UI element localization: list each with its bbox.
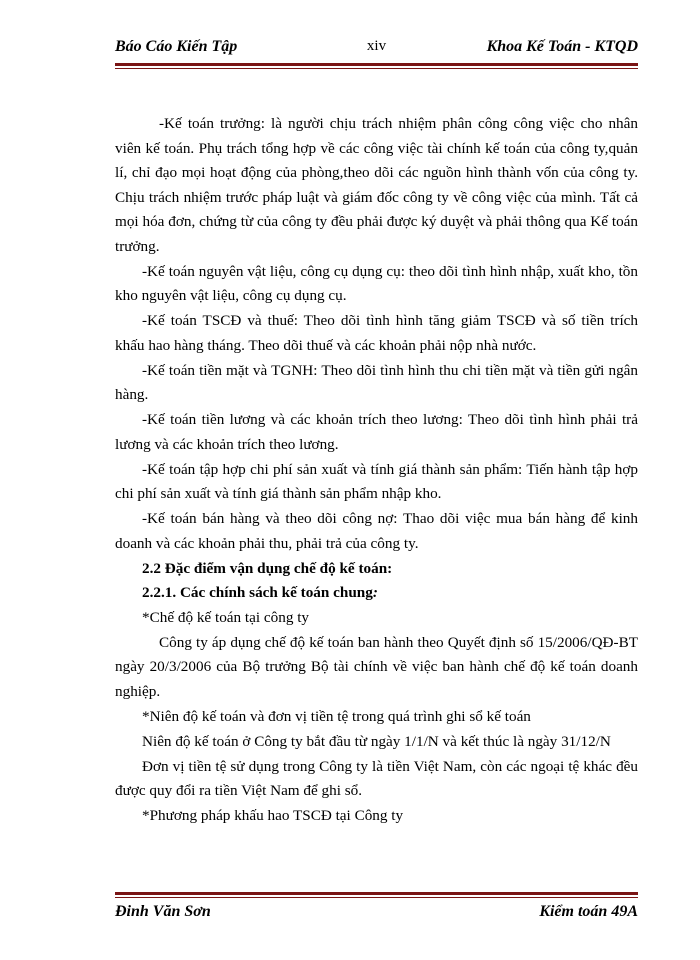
paragraph-cost-accountant: -Kế toán tập hợp chi phí sản xuất và tính giá thành sản phẩm: Tiến hành tập hợp chi phí sản xuất và tính giá thành sản phẩm nhập kho. [115, 460, 638, 502]
paragraph-regime-body: Công ty áp dụng chế độ kế toán ban hành theo Quyết định số 15/2006/QĐ-BT ngày 20/3/2006 của Bộ trưởng Bộ tài chính về việc ban hành chế độ kế toán doanh nghiệp. [115, 633, 638, 700]
footer-rule-thick [115, 892, 638, 895]
section-heading-2-2-1-colon: : [372, 584, 378, 601]
header-rule-thick [115, 63, 638, 66]
footer-author: Đinh Văn Sơn [115, 903, 211, 920]
page-body [115, 112, 638, 829]
header-report-title: Báo Cáo Kiến Tập [115, 38, 238, 55]
paragraph-regime-title: *Chế độ kế toán tại công ty [142, 608, 310, 626]
paragraph-fiscal-year-title: *Niên độ kế toán và đơn vị tiền tệ trong quá trình ghi sổ kế toán [142, 707, 531, 725]
section-heading-2-2-1-text: 2.2.1. Các chính sách kế toán chung [142, 584, 373, 601]
section-heading-2-2-1 [115, 581, 638, 606]
paragraph-cash-accountant: -Kế toán tiền mặt và TGNH: Theo dõi tình hình thu chi tiền mặt và tiền gửi ngân hàng. [115, 361, 638, 403]
paragraph-currency-body: Đơn vị tiền tệ sử dụng trong Công ty là tiền Việt Nam, còn các ngoại tệ khác đều được quy đổi ra tiền Việt Nam để ghi sổ. [115, 757, 638, 799]
footer-rule-thin [115, 897, 638, 898]
header-rule-thin [115, 68, 638, 69]
paragraph-materials-accountant: -Kế toán nguyên vật liệu, công cụ dụng cụ: theo dõi tình hình nhập, xuất kho, tồn kho nguyên vật liệu, công cụ dụng cụ. [115, 262, 638, 304]
page-header [115, 38, 638, 60]
paragraph-sales-accountant: -Kế toán bán hàng và theo dõi công nợ: Thao dõi việc mua bán hàng để kinh doanh và các khoản phải thu, phải trả của công ty. [115, 510, 638, 552]
section-heading-2-2: 2.2 Đặc điểm vận dụng chế độ kế toán: [142, 559, 393, 577]
paragraph-fixed-assets-accountant: -Kế toán TSCĐ và thuế: Theo dõi tình hình tăng giảm TSCĐ và số tiền trích khấu hao hàng tháng. Theo dõi thuế và các khoản phải nộp nhà nước. [115, 312, 638, 354]
paragraph-depreciation-title: *Phương pháp khấu hao TSCĐ tại Công ty [142, 807, 404, 824]
header-department: Khoa Kế Toán - KTQD [486, 38, 638, 55]
page-footer [115, 903, 638, 925]
footer-class: Kiểm toán 49A [539, 903, 638, 920]
paragraph-fiscal-year-body: Niên độ kế toán ở Công ty bắt đầu từ ngày 1/1/N và kết thúc là ngày 31/12/N [142, 732, 611, 750]
page-number: xiv [366, 38, 387, 54]
paragraph-chief-accountant: -Kế toán trưởng: là người chịu trách nhiệm phân công công việc cho nhân viên kế toán. Phụ trách tổng hợp về các công việc tài chính kế toán của công ty,quản lí, chỉ đạo mọi hoạt động của phòng,theo dõi các nguồn hình thành vốn của công ty. Chịu trách nhiệm trước pháp luật và giám đốc công ty về công việc của mình. Tất cả mọi hóa đơn, chứng từ của công ty đều phải được ký duyệt và phải thông qua Kế toán trưởng. [115, 115, 638, 255]
paragraph-payroll-accountant: -Kế toán tiền lương và các khoản trích theo lương: Theo dõi tình hình phải trả lương và các khoản trích theo lương. [115, 411, 638, 453]
